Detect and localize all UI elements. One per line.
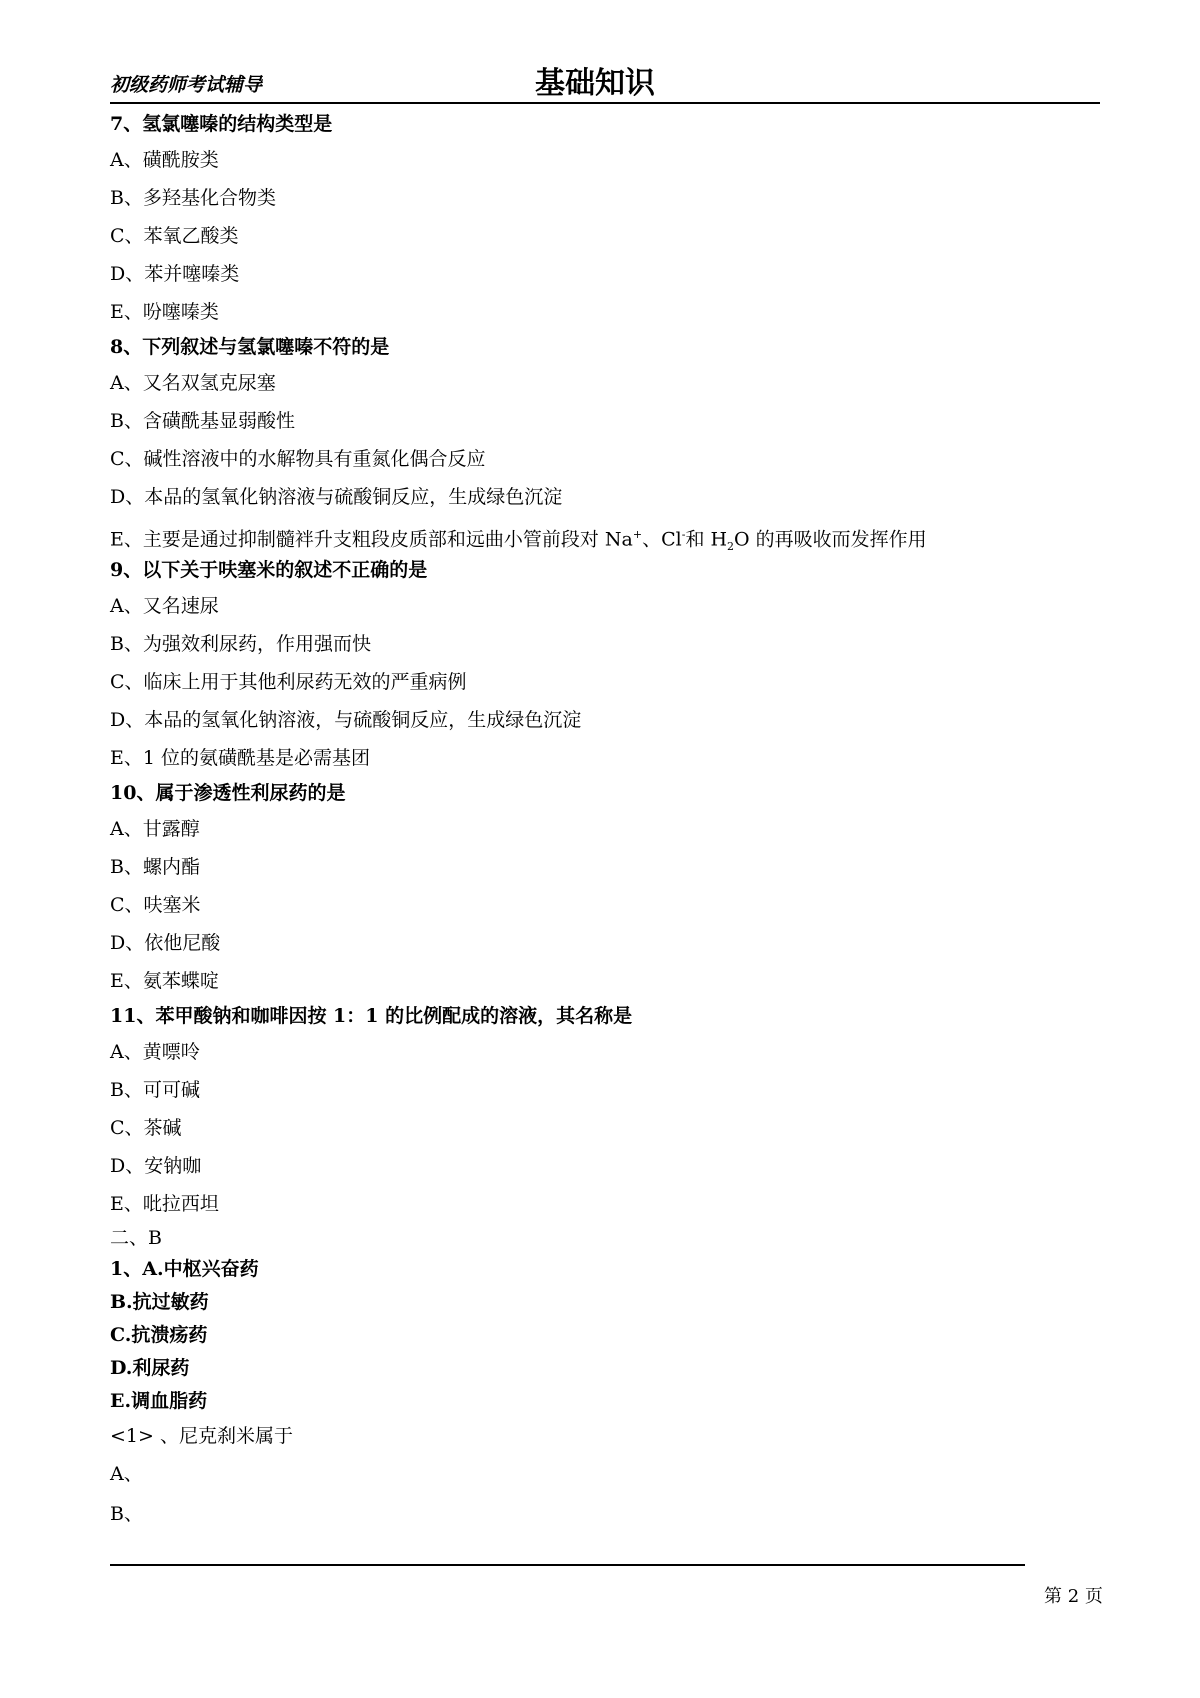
document-body: [110, 108, 1100, 1534]
answer-option: D、本品的氢氧化钠溶液，与硫酸铜反应，生成绿色沉淀: [110, 709, 582, 731]
answer-option: E、吡拉西坦: [110, 1193, 219, 1215]
answer-option: D、本品的氢氧化钠溶液与硫酸铜反应，生成绿色沉淀: [110, 486, 563, 508]
answer-option: C、临床上用于其他利尿药无效的严重病例: [110, 671, 467, 693]
answer-option: C、碱性溶液中的水解物具有重氮化偶合反应: [110, 448, 486, 470]
header-divider: [110, 102, 1100, 104]
header-subject-title: 基础知识: [535, 66, 655, 101]
answer-option: A、甘露醇: [110, 818, 200, 840]
group-option: C.抗溃疡药: [110, 1324, 208, 1346]
answer-option: C、茶碱: [110, 1117, 182, 1139]
answer-option: E、吩噻嗪类: [110, 301, 219, 323]
question-stem: 8、下列叙述与氢氯噻嗪不符的是: [110, 336, 390, 358]
option-text: 、Cl: [642, 528, 682, 551]
group-option: E.调血脂药: [110, 1390, 208, 1412]
answer-option: B、螺内酯: [110, 856, 200, 878]
page-number: 第 2 页: [1044, 1586, 1103, 1607]
option-text: 和 H: [685, 528, 728, 551]
header-course-title: 初级药师考试辅导: [110, 74, 263, 96]
answer-option: A、黄嘌呤: [110, 1041, 200, 1063]
answer-option: A、又名双氢克尿塞: [110, 372, 276, 394]
page-header: [110, 58, 1100, 103]
question-stem: 10、属于渗透性利尿药的是: [110, 782, 346, 804]
blank-option: B、: [110, 1503, 143, 1525]
superscript: +: [632, 528, 643, 541]
answer-option: B、含磺酰基显弱酸性: [110, 410, 295, 432]
answer-option: B、可可碱: [110, 1079, 200, 1101]
group-option: 1、A.中枢兴奋药: [110, 1258, 259, 1280]
question-stem: 7、氢氯噻嗪的结构类型是: [110, 113, 333, 135]
answer-option: A、磺酰胺类: [110, 149, 219, 171]
answer-option: D、依他尼酸: [110, 932, 221, 954]
group-option: B.抗过敏药: [110, 1291, 209, 1313]
blank-option: A、: [110, 1463, 143, 1485]
group-option: D.利尿药: [110, 1357, 190, 1379]
answer-option: A、又名速尿: [110, 595, 219, 617]
answer-option-e-formula: [110, 516, 1100, 554]
question-stem: 9、以下关于呋塞米的叙述不正确的是: [110, 559, 428, 581]
footer-divider: [110, 1564, 1025, 1566]
superscript: -: [681, 528, 686, 541]
section-title: 二、B: [110, 1227, 162, 1249]
subscript: 2: [727, 540, 735, 554]
answer-option: B、为强效利尿药，作用强而快: [110, 633, 371, 655]
answer-option: C、呋塞米: [110, 894, 201, 916]
question-stem: 11、苯甲酸钠和咖啡因按 1：1 的比例配成的溶液，其名称是: [110, 1005, 633, 1027]
answer-option: B、多羟基化合物类: [110, 187, 276, 209]
answer-option: E、1 位的氨磺酰基是必需基团: [110, 747, 370, 769]
answer-option: C、苯氧乙酸类: [110, 225, 239, 247]
sub-question-stem: <1> 、尼克刹米属于: [110, 1425, 293, 1447]
option-text: E、主要是通过抑制髓袢升支粗段皮质部和远曲小管前段对 Na: [110, 528, 633, 551]
answer-option: D、苯并噻嗪类: [110, 263, 240, 285]
answer-option: E、氨苯蝶啶: [110, 970, 219, 992]
answer-option: D、安钠咖: [110, 1155, 202, 1177]
option-text: O 的再吸收而发挥作用: [734, 528, 927, 551]
